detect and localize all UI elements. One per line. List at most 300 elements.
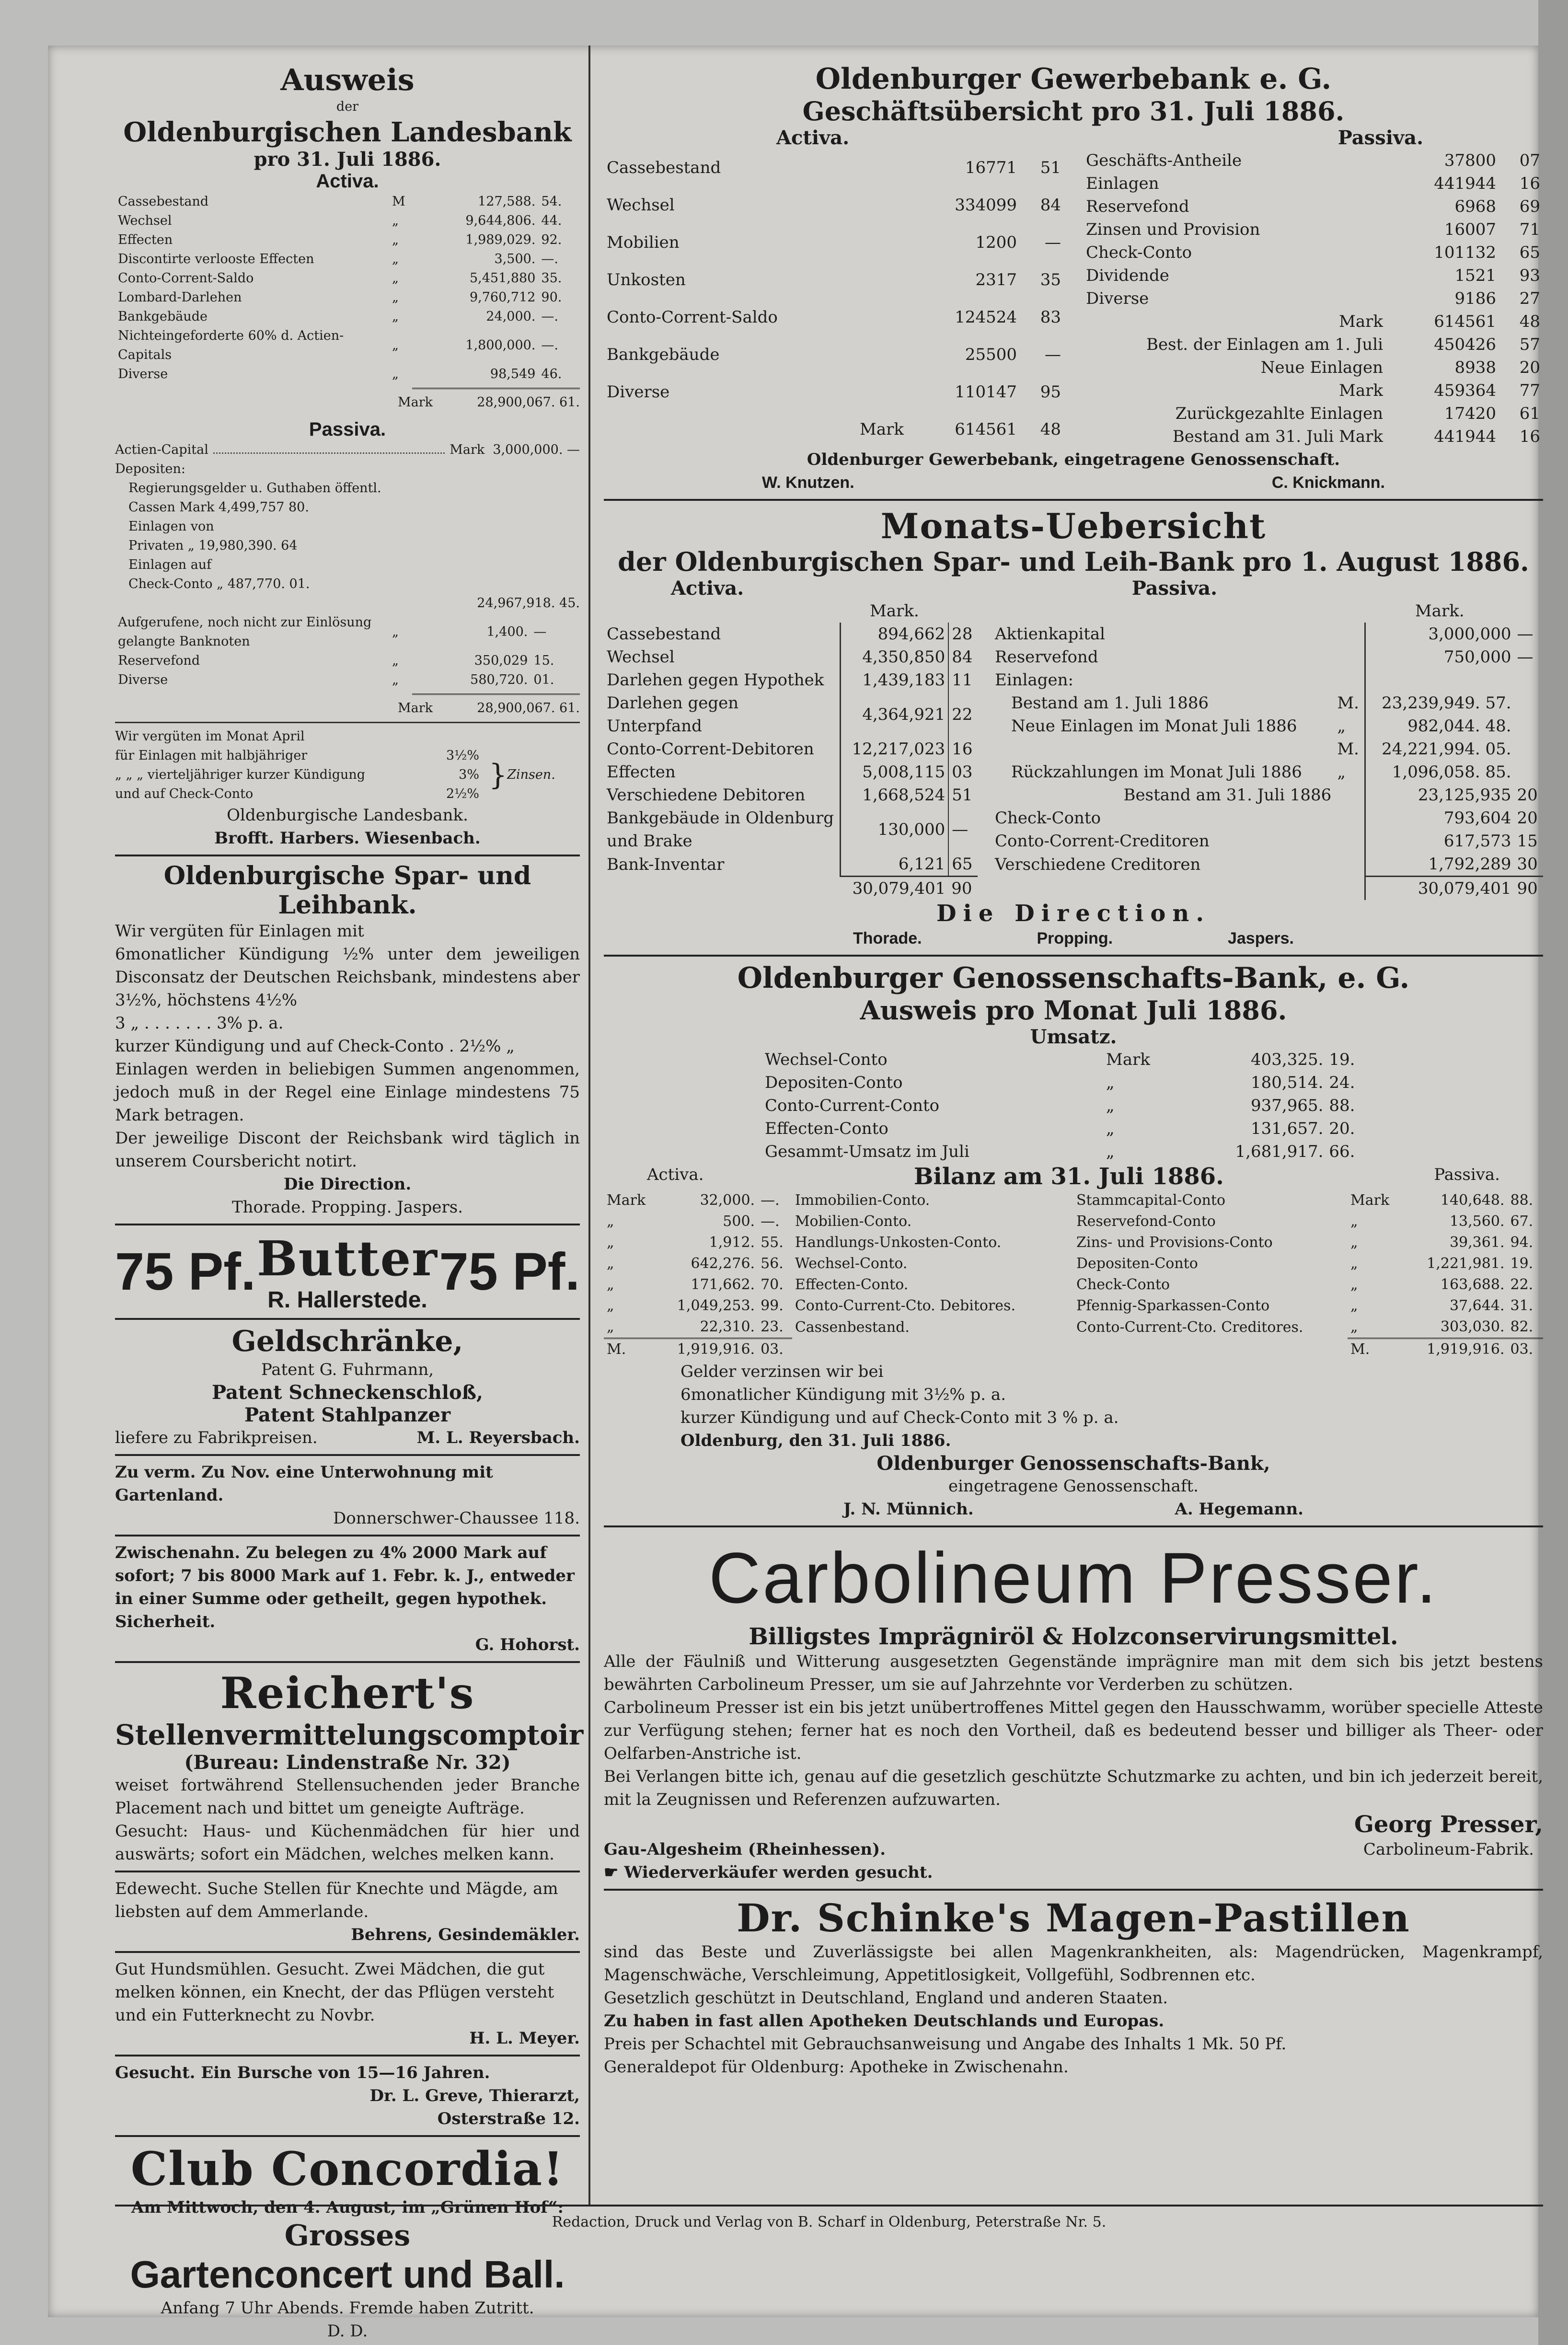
table-row <box>992 807 1543 830</box>
row-label: Reservefond-Conto <box>1076 1213 1216 1230</box>
row-label: Mobilien-Conto. <box>795 1213 912 1230</box>
row-label: Bankgebäude <box>118 309 208 324</box>
row-currency: „ <box>1106 1142 1115 1161</box>
landesbank-name: Oldenburgischen Landesbank <box>123 116 572 148</box>
row-value: 16771 <box>965 158 1017 177</box>
landesbank-sign: Oldenburgische Landesbank. <box>227 806 468 825</box>
row-value: 1,400. <box>486 624 528 639</box>
spacer <box>1514 669 1543 692</box>
row-cents: 44. <box>541 213 562 228</box>
row-label: Diverse <box>118 367 168 381</box>
row-currency: Mark <box>607 1192 646 1209</box>
row-label: Bestand am 31. Juli Mark <box>1172 427 1383 446</box>
row-cents: — <box>1045 233 1061 252</box>
table-row <box>604 600 978 623</box>
row-label: Cassebestand <box>118 194 209 209</box>
row-cents: 90. <box>541 290 562 305</box>
row-value: 5,451,880 <box>469 271 536 286</box>
landesbank-activa-total: Mark 28,900,067. 61. <box>398 395 580 410</box>
row-value: 39,361. <box>1449 1234 1505 1251</box>
row-label: Einlagen: <box>995 670 1073 690</box>
row-label: Neue Einlagen <box>1260 358 1383 377</box>
row-value: 171,662. <box>691 1276 755 1293</box>
row-value: 163,688. <box>1440 1276 1505 1293</box>
spacer <box>1365 669 1514 692</box>
row-label: Zurückgezahlte Einlagen <box>1175 404 1383 423</box>
spacer <box>1514 600 1543 623</box>
spacer <box>1514 715 1543 738</box>
row-label: Pfennig-Sparkassen-Conto <box>1076 1297 1270 1314</box>
table-row <box>1083 379 1543 402</box>
table-row <box>604 149 1064 186</box>
table-row <box>1083 402 1543 425</box>
row-value: 9,644,806. <box>465 213 536 228</box>
spacer <box>1334 669 1365 692</box>
row-cents: 19. <box>1329 1050 1355 1069</box>
row-cents: 71 <box>1519 220 1540 239</box>
table-row <box>604 1253 1064 1274</box>
row-value: 403,325. <box>1251 1050 1324 1069</box>
landesbank-zinsen-intro: Wir vergüten im Monat April <box>115 729 305 744</box>
sparbank-title: Oldenburgische Spar- und Leihbank. <box>163 861 531 920</box>
table-row <box>115 651 580 670</box>
row-label: Einlagen <box>1086 174 1159 193</box>
row-cents: 92. <box>541 232 562 247</box>
table-row <box>992 600 1543 623</box>
row-value: 1521 <box>1454 266 1496 285</box>
row-label <box>992 738 1334 761</box>
row-label: Neue Einlagen im Monat Juli 1886 <box>1011 716 1297 736</box>
row-label: Diverse <box>607 382 670 402</box>
row-label: Conto-Corrent-Saldo <box>118 271 254 286</box>
row-currency: „ <box>1350 1255 1358 1272</box>
row-label: Wechsel <box>607 196 675 215</box>
row-label: Rückzahlungen im Monat Juli 1886 <box>1011 762 1302 782</box>
monats-passiva <box>992 600 1543 900</box>
table-row <box>604 623 978 646</box>
row-value: 37,644. <box>1449 1297 1505 1314</box>
total-cents: 03. <box>1507 1339 1543 1361</box>
row-label: Diverse <box>1086 289 1149 308</box>
table-row <box>1073 1190 1543 1211</box>
row-cents: 46. <box>541 367 562 381</box>
landesbank-passiva-total: Mark 28,900,067. 61. <box>398 701 580 716</box>
row-label: Effecten <box>118 232 173 247</box>
monats-activa-table <box>604 600 978 900</box>
row-value: 4,350,850 <box>841 646 949 669</box>
landesbank-title: Ausweis <box>280 62 415 97</box>
table-row <box>1083 241 1543 264</box>
row-label: Dividende <box>1086 266 1169 285</box>
row-currency: „ <box>1350 1297 1358 1314</box>
row-label: Wechsel <box>118 213 172 228</box>
row-value: 617,573 <box>1365 830 1514 853</box>
table-row <box>992 669 1543 692</box>
row-label: Aktienkapital <box>995 624 1106 644</box>
sparbank-names: Thorade. Propping. Jaspers. <box>231 1198 463 1217</box>
row-label: Conto-Corrent-Debitoren <box>607 739 814 759</box>
row-value: 24,000. <box>486 309 536 324</box>
table-row <box>1073 1211 1543 1232</box>
landesbank-depositen-lines: Regierungsgelder u. Guthaben öffentl. Cassen Mark 4,499,757 80. Einlagen von Privaten „ 19,980,390. 64 Einlagen auf Check-Conto „ 487,770. 01. <box>128 481 381 591</box>
row-cents: 51 <box>948 784 978 807</box>
table-row <box>762 1048 1375 1071</box>
table-row <box>604 692 978 738</box>
table-row <box>604 853 978 877</box>
row-cents: 27 <box>1519 289 1540 308</box>
spacer <box>1514 738 1543 761</box>
monats-title: Monats-Uebersicht <box>880 506 1267 546</box>
row-cents: 23. <box>761 1318 784 1335</box>
row-value: 1,668,524 <box>841 784 949 807</box>
row-value: 350,029 <box>474 653 528 668</box>
row-cents: —. <box>761 1192 780 1209</box>
gewerbebank-ad: Oldenburger Gewerbebank e. G. Geschäftsübersicht pro 31. Juli 1886. Activa. Passiva. Cassebestand 16771 51 Wechsel 334099 84 Mobilien 1200 — Unkosten 2317 35 Conto-Corrent-Saldo 124524 83 Bankgebäude 25500 — Diverse 110147 95 Mark 614561 48 Geschäfts-Antheile 37800 07 Einlagen 441944 16 Reservefond 6968 69 Zinsen und Provision 16007 71 Check-Conto 101132 65 Dividende 1521 93 Diverse 9186 27 Mark 614561 48 Best. der Einlagen am 1. Juli 450426 57 Neue Einlagen 8938 20 Mark 459364 77 Zurückgezahlte Einlagen 17420 61 Bestand am 31. Juli Mark 441944 16 Oldenburger Gewerbebank, eingetragene Genossenschaft. W. Knutzen. C. Knickmann. <box>604 62 1543 494</box>
gewerbebank-title: Oldenburger Gewerbebank e. G. <box>815 62 1332 96</box>
landesbank-date: pro 31. Juli 1886. <box>254 148 441 171</box>
row-currency: „ <box>392 672 399 687</box>
table-row <box>992 853 1543 877</box>
row-cents: 56. <box>761 1255 784 1272</box>
schinke-ad: Dr. Schinke's Magen-Pastillen sind das Beste und Zuverlässigste bei allen Magenkrankheiten, als: Magendrücken, Magenkrampf, Magenschwäche, Verschleimung, Appetitlosigkeit, Vollgefühl, Sodbrennen etc. Gesetzlich geschützt in Deutschland, England und anderen Staaten. Zu haben in fast allen Apotheken Deutschlands und Europas. Preis per Schachtel mit Gebrauchsanweisung und Angabe des Inhalts 1 Mk. 50 Pf. Generaldepot für Oldenburg: Apotheke in Zwischenahn. <box>604 1895 1543 2077</box>
row-label: Unkosten <box>607 270 686 289</box>
left-column <box>115 62 584 2343</box>
row-value: 22,310. <box>700 1318 755 1335</box>
row-label: Verschiedene Creditoren <box>995 855 1201 874</box>
landesbank-names: Brofft. Harbers. Wiesenbach. <box>214 829 481 848</box>
table-row <box>1083 172 1543 195</box>
row-currency: M. <box>1337 739 1359 759</box>
row-cents: 54. <box>541 194 562 209</box>
row-cents: — <box>1517 647 1533 667</box>
row-cents: 84 <box>1040 196 1061 215</box>
row-label: Check-Conto <box>995 809 1101 828</box>
table-row <box>762 1117 1375 1140</box>
spacer <box>1514 761 1543 784</box>
row-currency: „ <box>607 1234 614 1251</box>
monats-direction: Die Direction. <box>936 900 1211 927</box>
carbolineum-ad: Carbolineum Presser. Billigstes Imprägniröl & Holzconservirungsmittel. Alle der Fäulniß und Witterung ausgesetzten Gegenstände imprägnire man mit dem sich bis jetzt bestens bewährten Carbolineum Presser, um sie auf Jahrzehnte vor Verderben zu schützen. Carbolineum Presser ist ein bis jetzt unübertroffenes Mittel gegen den Hausschwamm, worüber specielle Atteste zur Verfügung stehen; ferner hat es noch den Vortheil, daß es bedeutend besser und billiger als Theer- oder Oelfarben-Anstriche ist. Bei Verlangen bitte ich, genau auf die gesetzlich geschützte Schutzmarke zu achten, und bin ich jederzeit bereit, mit la Zeugnissen und Referenzen aufzuwarten. Gau-Algesheim (Rheinhessen). Georg Presser, Carbolineum-Fabrik. ☛ Wiederverkäufer werden gesucht. <box>604 1532 1543 1884</box>
right-column <box>604 62 1543 2079</box>
table-row <box>1073 1317 1543 1339</box>
table-row <box>604 373 1064 411</box>
row-value: 500. <box>723 1213 755 1230</box>
row-cents: 77 <box>1519 381 1540 400</box>
row-value: 23,239,949. 57. <box>1365 692 1514 715</box>
row-currency: „ <box>392 290 399 305</box>
sparbank-ad: Oldenburgische Spar- und Leihbank. Wir vergüten für Einlagen mit 6monatlicher Kündigung ½% unter dem jeweiligen Disconsatz der Deutschen Reichsbank, mindestens aber 3½%, höchstens 4½% 3 „ . . . . . . . 3% p. a. kurzer Kündigung und auf Check-Conto . 2½% „ Einlagen werden in beliebigen Summen angenommen, jedoch muß in der Regel eine Einlage mindestens 75 Mark betragen. Der jeweilige Discont der Reichsbank wird täglich in unserem Coursbericht notirt. Die Direction. Thorade. Propping. Jaspers. <box>115 861 580 1219</box>
carbolineum-title: Carbolineum Presser. <box>708 1537 1439 1618</box>
genossenschaft-passiva-table <box>1073 1190 1543 1360</box>
table-row <box>604 877 978 901</box>
total-cents: 90 <box>948 877 978 901</box>
row-value: 37800 <box>1444 151 1496 170</box>
row-cents: 55. <box>761 1234 784 1251</box>
row-currency: „ <box>607 1255 614 1272</box>
table-row <box>992 830 1543 853</box>
row-label: Effecten <box>607 762 676 782</box>
row-value: 1,989,029. <box>465 232 536 247</box>
butter-title: Butter <box>257 1230 438 1287</box>
landesbank-activa-table <box>115 192 580 384</box>
row-cents: 51 <box>1040 158 1061 177</box>
table-row <box>992 692 1543 715</box>
row-label: Check-Conto <box>1086 243 1192 262</box>
table-row <box>604 1339 1064 1361</box>
row-cents: 20 <box>1517 786 1538 805</box>
row-value: 3,500. <box>494 252 536 266</box>
table-row <box>1083 287 1543 310</box>
table-row <box>115 307 580 326</box>
table-row <box>1073 1232 1543 1253</box>
row-cents: 83 <box>1040 308 1061 327</box>
row-currency: „ <box>392 367 399 381</box>
table-row <box>604 1274 1064 1295</box>
total-value: 1,919,916. <box>657 1339 758 1361</box>
genossenschaft-activa-table <box>604 1190 1064 1360</box>
table-row <box>1073 1339 1543 1361</box>
monats-subtitle: der Oldenburgischen Spar- und Leih-Bank pro 1. August 1886. <box>618 546 1529 577</box>
row-cents: 88. <box>1329 1096 1355 1115</box>
table-row <box>604 1232 1064 1253</box>
row-label: Aufgerufene, noch nicht zur Einlösung gelangte Banknoten <box>118 615 372 649</box>
row-value: 1,439,183 <box>841 669 949 692</box>
landesbank-actien-capital: Actien-Capital Mark 3,000,000. — <box>115 440 580 460</box>
table-row <box>604 807 978 853</box>
table-row <box>115 670 580 690</box>
row-value: 1,096,058. 85. <box>1365 761 1514 784</box>
row-value: 1,221,981. <box>1427 1255 1505 1272</box>
row-currency: M <box>392 194 405 209</box>
total-value: 1,919,916. <box>1403 1339 1507 1361</box>
table-row <box>604 261 1064 299</box>
row-currency: „ <box>392 232 399 247</box>
table-row <box>1083 264 1543 287</box>
vermieten-ad: Zu verm. Zu Nov. eine Unterwohnung mit Gartenland. Donnerschwer-Chaussee 118. <box>115 1463 580 1528</box>
row-cents: 20 <box>1517 809 1538 828</box>
spacer <box>1334 623 1365 646</box>
row-label: Effecten-Conto <box>765 1119 888 1138</box>
total-currency: M. <box>604 1339 657 1361</box>
table-row <box>115 613 580 651</box>
row-value: 3,000,000 <box>1365 623 1514 646</box>
row-value: 12,217,023 <box>841 738 949 761</box>
row-cents: 28 <box>948 623 978 646</box>
row-label: Conto-Current-Cto. Debitores. <box>795 1297 1015 1314</box>
table-row <box>762 1140 1375 1163</box>
table-row <box>115 211 580 231</box>
row-label: Bankgebäude in Oldenburg und Brake <box>607 809 834 851</box>
row-value: 110147 <box>955 382 1017 402</box>
row-label: Bestand am 31. Juli 1886 <box>1123 786 1332 805</box>
row-label: Wechsel-Conto <box>765 1050 888 1069</box>
row-value: 124524 <box>955 308 1017 327</box>
landesbank-depositen-total: 24,967,918. 45. <box>477 596 580 611</box>
row-label: Nichteingeforderte 60% d. Actien-Capitals <box>118 328 344 362</box>
row-cents: 66. <box>1329 1142 1355 1161</box>
row-cents: 11 <box>948 669 978 692</box>
row-label: Geschäfts-Antheile <box>1086 151 1242 170</box>
row-value: 140,648. <box>1440 1192 1505 1209</box>
gewerbebank-passiva-table <box>1083 149 1543 448</box>
table-row <box>604 186 1064 224</box>
total-label: Mark <box>860 420 904 439</box>
row-value: 6968 <box>1454 197 1496 216</box>
spacer <box>992 877 1334 901</box>
row-cents: 65 <box>948 853 978 877</box>
monats-ad: Monats-Uebersicht der Oldenburgischen Spar- und Leih-Bank pro 1. August 1886. Activa. Passiva. Mark. Cassebestand 894,662 28 Wechsel 4,350,850 84 Darlehen gegen Hypothek 1,439,183 11 Darlehen gegen Unterpfand 4,364,921 22 Conto-Corrent-Debitoren 12,217,023 16 Effecten 5,008,115 03 Verschiedene Debitoren 1,668,524 51 Bankgebäude in Oldenburg und Brake 130,000 — Bank-Inventar 6,121 65 30,079,401 90 Mark. Aktienkapital 3,000,000 — Reservefond 750,000 — Einlagen: Bestand am 1. Juli 1886 M. 23,239,949. 57. Neue Einlagen im Monat Juli 1886 „ 982,044. 48. M. 24,221,994. 05. Rückzahlungen im Monat Juli 1886 „ 1,096,058. 85. Bestand am 31. Juli 1886 23,125,935 20 Check-Conto 793,604 20 Conto-Corrent-Creditoren 617,573 15 Verschiedene Creditoren 1,792,289 30 30,079,401 90 Die Direction. Thorade. Propping. Jaspers. <box>604 506 1543 950</box>
row-cents: 20 <box>1519 358 1540 377</box>
table-row <box>115 288 580 307</box>
row-cents: 22. <box>1510 1276 1533 1293</box>
table-row <box>762 1094 1375 1117</box>
spacer <box>1334 646 1365 669</box>
row-value: 937,965. <box>1251 1096 1324 1115</box>
row-value: 1,800,000. <box>465 338 536 353</box>
row-value: 450426 <box>1434 335 1496 354</box>
row-cents: —. <box>541 309 558 324</box>
row-label: Diverse <box>118 672 168 687</box>
row-currency: „ <box>1106 1073 1115 1092</box>
spacer <box>1073 1339 1348 1361</box>
row-value: 23,125,935 <box>1365 784 1514 807</box>
row-currency: „ <box>1350 1318 1358 1335</box>
row-currency: „ <box>392 624 399 639</box>
table-row <box>115 365 580 384</box>
row-label: Depositen-Conto <box>765 1073 903 1092</box>
row-value: 25500 <box>965 345 1017 364</box>
row-value: 6,121 <box>841 853 949 877</box>
row-cents: 15. <box>533 653 554 668</box>
row-value: 32,000. <box>700 1192 755 1209</box>
row-currency: „ <box>607 1213 614 1230</box>
gewerbebank-activa-table <box>604 149 1064 448</box>
sparbank-direction: Die Direction. <box>283 1175 412 1194</box>
row-currency: „ <box>1106 1119 1115 1138</box>
row-value: 130,000 <box>841 807 949 853</box>
total-cents: 03. <box>758 1339 792 1361</box>
landesbank-depositen: Depositen: <box>115 462 185 476</box>
row-label: Verschiedene Debitoren <box>607 786 806 805</box>
spacer <box>992 600 1334 623</box>
row-cents: 31. <box>1510 1297 1533 1314</box>
row-cents: 22 <box>948 692 978 738</box>
row-currency: „ <box>392 653 399 668</box>
row-cents: 35 <box>1040 270 1061 289</box>
row-currency: Mark <box>1106 1050 1150 1069</box>
landesbank-activa-heading: Activa. <box>316 171 379 192</box>
table-row <box>1073 1295 1543 1317</box>
table-row <box>604 761 978 784</box>
table-row <box>604 646 978 669</box>
row-label: Mark <box>1339 381 1383 400</box>
spacer <box>1514 692 1543 715</box>
row-currency: „ <box>1350 1276 1358 1293</box>
total-value: 30,079,401 <box>1365 877 1514 901</box>
row-cents: 03 <box>948 761 978 784</box>
geldschraenke-ad: Geldschränke, Patent G. Fuhrmann, Patent Schneckenschloß, Patent Stahlpanzer liefere zu Fabrikpreisen. M. L. Reyersbach. <box>115 1325 580 1447</box>
table-row <box>1073 1274 1543 1295</box>
row-cents: 61 <box>1519 404 1540 423</box>
row-label: Best. der Einlagen am 1. Juli <box>1146 335 1383 354</box>
butter-ad <box>115 1230 580 1313</box>
table-row <box>992 738 1543 761</box>
landesbank-ad <box>115 62 580 192</box>
row-value: 98,549 <box>490 367 536 381</box>
row-cents: 69 <box>1519 197 1540 216</box>
row-currency: „ <box>1106 1096 1115 1115</box>
row-currency: „ <box>392 271 399 286</box>
concordia-ad: Club Concordia! Am Mittwoch, den 4. August, im „Grünen Hof“: Grosses Gartenconcert und Ball. Anfang 7 Uhr Abends. Fremde haben Zutritt. D. D. <box>130 2142 565 2341</box>
table-row <box>604 1211 1064 1232</box>
row-currency: „ <box>1350 1234 1358 1251</box>
row-value: 5,008,115 <box>841 761 949 784</box>
table-row <box>115 269 580 288</box>
table-row <box>1083 425 1543 448</box>
row-cents: 35. <box>541 271 562 286</box>
row-value: 9186 <box>1454 289 1496 308</box>
table-row <box>604 411 1064 448</box>
row-value: 16007 <box>1444 220 1496 239</box>
row-value: 459364 <box>1434 381 1496 400</box>
row-value: 127,588. <box>478 194 536 209</box>
butter-seller: R. Hallerstede. <box>267 1287 427 1313</box>
row-value: 17420 <box>1444 404 1496 423</box>
row-cents: 19. <box>1510 1255 1533 1272</box>
row-value: 8938 <box>1454 358 1496 377</box>
spacer <box>1334 807 1365 830</box>
row-cents: — <box>1045 345 1061 364</box>
total-value: 614561 <box>1434 312 1496 331</box>
butter-price-left: 75 Pf. <box>115 1242 256 1301</box>
spacer <box>1334 853 1365 877</box>
row-label: Darlehen gegen Unterpfand <box>607 693 739 736</box>
table-row <box>604 336 1064 373</box>
row-value: 1,049,253. <box>677 1297 755 1314</box>
genossenschaft-umsatz-table <box>762 1048 1375 1163</box>
zwischenahn-ad: Zwischenahn. Zu belegen zu 4% 2000 Mark auf sofort; 7 bis 8000 Mark auf 1. Febr. k. J., entweder in einer Summe oder getheilt, gegen hypothek. Sicherheit. G. Hohorst. <box>115 1543 580 1654</box>
row-value: 334099 <box>955 196 1017 215</box>
row-currency: „ <box>607 1318 614 1335</box>
mark-header: Mark. <box>870 601 919 621</box>
row-currency: „ <box>607 1276 614 1293</box>
row-cents: 65 <box>1519 243 1540 262</box>
table-row <box>604 1317 1064 1339</box>
row-currency: Mark <box>1350 1192 1390 1209</box>
row-value: 982,044. 48. <box>1365 715 1514 738</box>
spacer <box>792 1339 1064 1361</box>
schinke-title: Dr. Schinke's Magen-Pastillen <box>737 1895 1410 1941</box>
row-label: Effecten-Conto. <box>795 1276 909 1293</box>
row-cents: 16 <box>1519 174 1540 193</box>
row-label: Zins- und Provisions-Conto <box>1076 1234 1273 1251</box>
row-value: 1,681,917. <box>1235 1142 1324 1161</box>
row-label: Zinsen und Provision <box>1086 220 1260 239</box>
table-row <box>1083 356 1543 379</box>
total-value: 30,079,401 <box>841 877 949 901</box>
row-value: 2317 <box>975 270 1017 289</box>
row-cents: 30 <box>1517 855 1538 874</box>
table-row <box>604 1295 1064 1317</box>
table-row <box>604 224 1064 261</box>
landesbank-passiva-heading: Passiva. <box>309 419 386 440</box>
row-cents: 57 <box>1519 335 1540 354</box>
carbolineum-subtitle: Billigstes Imprägniröl & Holzconservirungsmittel. <box>749 1623 1398 1650</box>
table-row <box>1083 218 1543 241</box>
row-label: Check-Conto <box>1076 1276 1170 1293</box>
row-value: 441944 <box>1434 174 1496 193</box>
spacer <box>604 877 841 901</box>
